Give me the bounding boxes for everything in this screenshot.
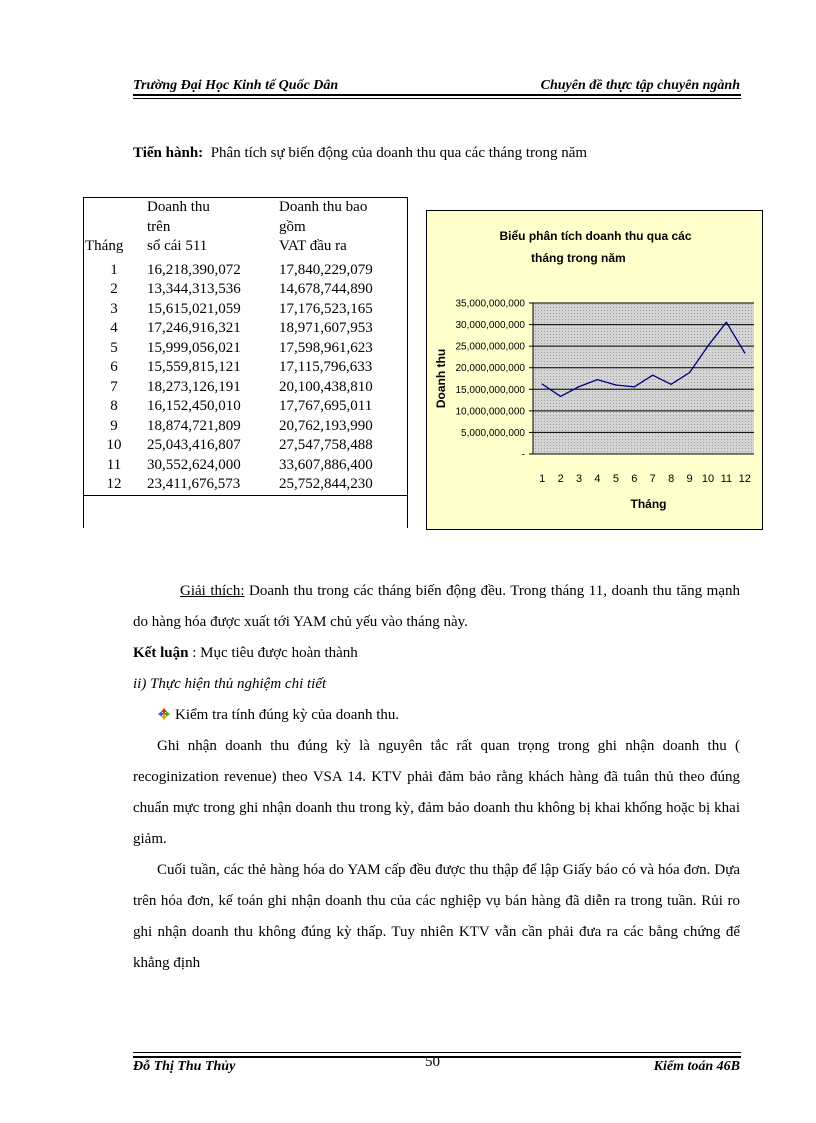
cell-revenue_vat: 33,607,886,400 <box>279 456 373 473</box>
explanation-paragraph <box>133 576 740 638</box>
table-row <box>83 319 408 339</box>
data-point <box>744 352 745 353</box>
y-tick-label: 15,000,000,000 <box>455 384 525 396</box>
data-point <box>689 372 690 373</box>
cell-revenue: 18,273,126,191 <box>147 378 241 395</box>
revenue-table <box>83 197 408 496</box>
x-tick-label: 10 <box>701 473 715 485</box>
y-tick-label: 10,000,000,000 <box>455 406 525 418</box>
chart-title-line1: Biểu phân tích doanh thu qua các <box>499 229 692 243</box>
x-tick-label: 9 <box>686 473 693 485</box>
x-tick-label: 3 <box>575 473 583 485</box>
x-tick-label: 2 <box>557 473 564 485</box>
conclusion-label: Kết luận <box>133 645 189 661</box>
data-point <box>652 375 653 376</box>
col1-header-3: sổ cái 511 <box>147 238 208 254</box>
paragraph-1: Ghi nhận doanh thu đúng kỳ là nguyên tắc rất quan trọng trong ghi nhận doanh thu ( recoginization revenue) theo VSA 14. KTV phải đảm bảo rằng khách hàng đã tuân thủ theo đúng chuẩn mực trong ghi nhận doanh thu trong kỳ, đảm bảo doanh thu không bị khai khống hoặc bị khai giảm. <box>133 738 740 847</box>
cell-revenue: 18,874,721,809 <box>147 417 241 434</box>
cell-revenue_vat: 20,762,193,990 <box>279 417 373 434</box>
cell-revenue_vat: 17,767,695,011 <box>279 398 373 414</box>
cell-month: 1 <box>110 261 118 278</box>
revenue-chart <box>426 210 763 530</box>
cell-revenue: 17,246,916,321 <box>147 320 241 336</box>
table-row <box>83 397 408 417</box>
table-row <box>83 280 408 300</box>
header-school: Trường Đại Học Kinh tế Quốc Dân <box>133 78 339 93</box>
data-point <box>578 386 579 387</box>
x-tick-label: 7 <box>649 473 656 485</box>
cell-month: 2 <box>110 281 118 297</box>
cell-revenue_vat: 20,100,438,810 <box>279 378 373 395</box>
paragraph-2: Cuối tuần, các thẻ hàng hóa do YAM cấp đều được thu thập để lập Giấy báo có và hóa đơn. Dựa trên hóa đơn, kế toán ghi nhận doanh thu của các nghiệp vụ bán hàng đã diễn ra trong tuần. Rủi ro ghi nhận doanh thu không đúng kỳ thấp. Tuy nhiên KTV vẫn cần phải đưa ra các bằng chứng để khẳng định <box>133 862 740 971</box>
arrows-bullet-icon <box>157 707 171 721</box>
intro-text: Phân tích sự biến động của doanh thu qua các tháng trong năm <box>210 145 588 161</box>
table-right-border <box>407 197 408 528</box>
x-tick-label: 5 <box>612 473 619 485</box>
footer-author: Đỗ Thị Thu Thủy <box>133 1059 236 1074</box>
intro-line <box>133 145 587 162</box>
cell-month: 12 <box>106 476 122 492</box>
table-row <box>83 300 408 320</box>
data-point <box>671 384 672 385</box>
table-row <box>83 417 408 437</box>
table-row <box>83 436 408 456</box>
x-axis-label: Tháng <box>630 497 667 511</box>
x-tick-label: 8 <box>668 473 675 485</box>
footer-class: Kiểm toán 46B <box>653 1059 740 1074</box>
chart-plot <box>427 211 762 529</box>
header-rule <box>133 94 741 96</box>
cell-revenue: 15,615,021,059 <box>147 300 241 317</box>
conclusion-text: : Mục tiêu được hoàn thành <box>188 645 358 661</box>
col2-header-3: VAT đầu ra <box>279 238 347 254</box>
conclusion-line <box>133 638 740 669</box>
data-point <box>726 322 727 323</box>
section-heading: ii) Thực hiện thủ nghiệm chi tiết <box>133 676 327 692</box>
table-row <box>83 378 408 398</box>
bullet-line <box>157 700 740 731</box>
intro-label: Tiến hành: <box>133 145 204 161</box>
bullet-text: Kiểm tra tính đúng kỳ của doanh thu. <box>175 707 400 723</box>
cell-revenue: 25,043,416,807 <box>147 437 241 453</box>
y-tick-label: 30,000,000,000 <box>455 320 525 332</box>
x-tick-label: 12 <box>738 473 751 485</box>
cell-revenue_vat: 25,752,844,230 <box>279 476 373 492</box>
table-row <box>83 456 408 476</box>
y-axis-label: Doanh thu <box>434 348 448 409</box>
page-number: 50 <box>425 1054 440 1070</box>
table-row <box>83 261 408 281</box>
footer-rule-thin <box>133 1052 741 1053</box>
cell-month: 11 <box>106 456 122 473</box>
data-point <box>634 386 635 387</box>
col1-header-2: trên <box>147 218 171 235</box>
plot-area <box>533 303 754 454</box>
table-row <box>83 339 408 359</box>
data-point <box>707 345 708 346</box>
cell-revenue: 23,411,676,573 <box>147 476 241 492</box>
data-point <box>597 379 598 380</box>
cell-revenue: 16,218,390,072 <box>147 261 241 278</box>
data-point <box>560 396 561 397</box>
y-tick-label: 20,000,000,000 <box>455 363 525 375</box>
y-tick-label: 25,000,000,000 <box>455 341 525 353</box>
y-tick-label: 35,000,000,000 <box>455 298 525 310</box>
data-point <box>615 384 616 385</box>
cell-revenue: 15,559,815,121 <box>147 359 241 375</box>
cell-revenue: 30,552,624,000 <box>147 456 241 473</box>
x-tick-label: 4 <box>594 473 601 485</box>
y-tick-label: - <box>521 449 525 461</box>
cell-revenue_vat: 17,115,796,633 <box>279 359 373 375</box>
cell-month: 5 <box>110 339 118 356</box>
cell-revenue_vat: 17,598,961,623 <box>279 339 373 356</box>
cell-month: 4 <box>110 320 118 336</box>
table-row <box>83 358 408 378</box>
col2-header-2: gồm <box>279 218 306 235</box>
col2-header-1: Doanh thu bao <box>279 199 368 215</box>
cell-revenue: 16,152,450,010 <box>147 398 241 414</box>
cell-revenue_vat: 27,547,758,488 <box>279 437 373 453</box>
cell-month: 6 <box>110 359 118 375</box>
cell-revenue_vat: 17,176,523,165 <box>279 300 373 317</box>
header-rule-thin <box>133 98 741 99</box>
table-left-border <box>83 197 84 528</box>
cell-revenue_vat: 17,840,229,079 <box>279 261 373 278</box>
cell-revenue: 15,999,056,021 <box>147 339 241 356</box>
cell-month: 10 <box>106 437 122 453</box>
cell-revenue: 13,344,313,536 <box>147 281 241 297</box>
cell-revenue_vat: 18,971,607,953 <box>279 320 373 336</box>
month-header: Tháng <box>85 238 124 254</box>
x-tick-label: 6 <box>631 473 638 485</box>
cell-month: 8 <box>110 398 118 414</box>
explain-label: Giải thích: <box>180 583 245 599</box>
cell-month: 7 <box>110 378 118 395</box>
cell-month: 3 <box>110 300 118 317</box>
data-point <box>542 383 543 384</box>
col1-header-1: Doanh thu <box>147 199 210 215</box>
cell-revenue_vat: 14,678,744,890 <box>279 281 373 297</box>
x-tick-label: 1 <box>539 473 546 485</box>
chart-title-line2: tháng trong năm <box>531 251 626 265</box>
table-row <box>83 475 408 495</box>
header-title: Chuyên đề thực tập chuyên ngành <box>540 78 740 93</box>
explain-text: Doanh thu trong các tháng biến động đều. Trong tháng 11, doanh thu tăng mạnh do hàng hóa được xuất tới YAM chủ yếu vào tháng này. <box>133 583 740 630</box>
y-tick-label: 5,000,000,000 <box>461 427 525 439</box>
cell-month: 9 <box>110 417 118 434</box>
x-tick-label: 11 <box>720 473 733 485</box>
